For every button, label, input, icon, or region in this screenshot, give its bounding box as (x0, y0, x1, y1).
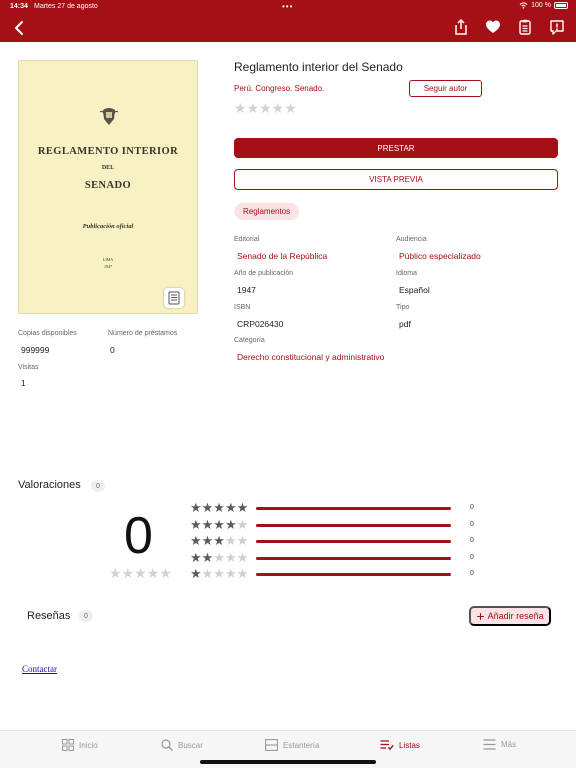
year-value: 1947 (237, 285, 256, 295)
battery-percent: 100 % (531, 2, 551, 9)
user-rating-stars[interactable]: ★★★★★ (234, 100, 297, 116)
category-label: Categoría (234, 337, 265, 344)
clipboard-icon (516, 18, 534, 36)
year-label: Año de publicación (234, 270, 294, 277)
status-date: Martes 27 de agosto (34, 3, 98, 10)
tab-inicio[interactable] (62, 739, 98, 751)
search-icon (161, 739, 173, 751)
rating-row-2 (190, 552, 480, 566)
home-indicator[interactable] (200, 760, 376, 764)
rating-count: 0 (470, 521, 474, 528)
tab-label: Buscar (178, 740, 203, 750)
ratings-count-badge: 0 (91, 480, 105, 492)
wifi-icon (519, 2, 528, 9)
cover-subtitle: Publicación oficial (82, 223, 134, 230)
editorial-label: Editorial (234, 236, 260, 243)
copies-label: Copias disponibles (18, 330, 77, 337)
battery-indicator (519, 2, 568, 9)
audience-label: Audiencia (396, 236, 427, 243)
status-bar (0, 0, 576, 14)
type-label: Tipo (396, 304, 410, 311)
isbn-label: ISBN (234, 304, 251, 311)
visits-label: Visitas (18, 364, 39, 371)
contact-link[interactable]: Contactar (22, 664, 57, 674)
category-value[interactable]: Derecho constitucional y administrativo (237, 352, 385, 362)
book-cover[interactable] (18, 60, 198, 314)
cover-title-line3: SENADO (84, 180, 132, 191)
category-tag[interactable]: Reglamentos (234, 203, 299, 220)
plus-icon: + (476, 608, 485, 624)
tab-listas[interactable] (380, 739, 420, 751)
report-icon (548, 18, 566, 36)
one-star-icon: ★★★★★ (190, 566, 249, 581)
cover-year: 1947 (104, 264, 112, 269)
multitask-dots-icon[interactable]: ••• (282, 2, 294, 11)
favorite-button[interactable] (484, 18, 502, 36)
list-icon (380, 739, 394, 751)
type-value: pdf (399, 319, 411, 329)
tab-estanteria[interactable] (265, 739, 319, 751)
coat-of-arms-icon (100, 106, 118, 126)
menu-icon (483, 739, 496, 750)
rating-count: 0 (470, 504, 474, 511)
nav-bar (0, 14, 576, 42)
status-time: 14:34 (10, 3, 28, 10)
rating-bar (256, 557, 451, 560)
rating-bar (256, 524, 451, 527)
share-button[interactable] (452, 18, 470, 36)
language-label: Idioma (396, 270, 418, 277)
tab-label: Listas (399, 740, 420, 750)
report-button[interactable] (548, 18, 566, 36)
read-badge[interactable] (164, 288, 184, 308)
rating-count: 0 (470, 554, 474, 561)
ratings-average: 0 (124, 507, 153, 565)
visits-value: 1 (21, 378, 26, 388)
preview-button[interactable]: VISTA PREVIA (234, 169, 558, 190)
add-review-button[interactable] (469, 606, 551, 626)
tab-label: Más (501, 740, 517, 749)
isbn-value: CRP026430 (237, 319, 284, 329)
rating-row-1 (190, 568, 480, 582)
back-button[interactable] (10, 17, 30, 39)
battery-icon (554, 2, 568, 9)
language-value: Español (399, 285, 430, 295)
chevron-left-icon (10, 17, 30, 39)
rating-bar (256, 540, 451, 543)
share-icon (452, 18, 470, 36)
loans-label: Número de préstamos (108, 330, 178, 337)
tab-buscar[interactable] (161, 739, 203, 751)
rating-bar (256, 573, 451, 576)
four-stars-icon: ★★★★★ (190, 517, 249, 532)
rating-count: 0 (470, 537, 474, 544)
cover-place: LIMA (102, 257, 114, 262)
author-link[interactable]: Perú. Congreso. Senado. (234, 84, 325, 93)
five-stars-icon: ★★★★★ (190, 500, 249, 515)
document-icon (168, 291, 180, 305)
shelf-icon (265, 739, 278, 751)
rating-count: 0 (470, 570, 474, 577)
ratings-title: Valoraciones (18, 479, 81, 491)
tab-label: Inicio (79, 740, 98, 750)
cover-art (18, 60, 198, 314)
copies-value: 999999 (21, 345, 50, 355)
follow-author-button[interactable]: Seguir autor (409, 80, 482, 97)
rating-row-4 (190, 519, 480, 533)
rating-row-3 (190, 535, 480, 549)
header-actions (452, 18, 566, 36)
add-review-label: Añadir reseña (487, 611, 544, 621)
cover-title-line1: REGLAMENTO INTERIOR (37, 146, 179, 157)
loans-value: 0 (110, 345, 115, 355)
audience-value[interactable]: Público especializado (399, 251, 481, 261)
tab-label: Estantería (283, 740, 320, 750)
rating-row-5 (190, 502, 480, 516)
list-add-button[interactable] (516, 18, 534, 36)
three-stars-icon: ★★★★★ (190, 533, 249, 548)
rating-bar (256, 507, 451, 510)
heart-icon (484, 18, 502, 36)
grid-icon (62, 739, 74, 751)
app-header (0, 0, 576, 42)
reviews-title: Reseñas (27, 610, 71, 622)
borrow-button[interactable]: PRESTAR (234, 138, 558, 158)
book-title: Reglamento interior del Senado (234, 60, 403, 74)
two-stars-icon: ★★★★★ (190, 550, 249, 565)
tab-mas[interactable] (483, 739, 516, 750)
cover-title-line2: DEL (101, 165, 115, 171)
reviews-count-badge: 0 (79, 610, 93, 622)
average-stars: ★★★★★ (109, 565, 172, 581)
editorial-value[interactable]: Senado de la República (237, 251, 328, 261)
